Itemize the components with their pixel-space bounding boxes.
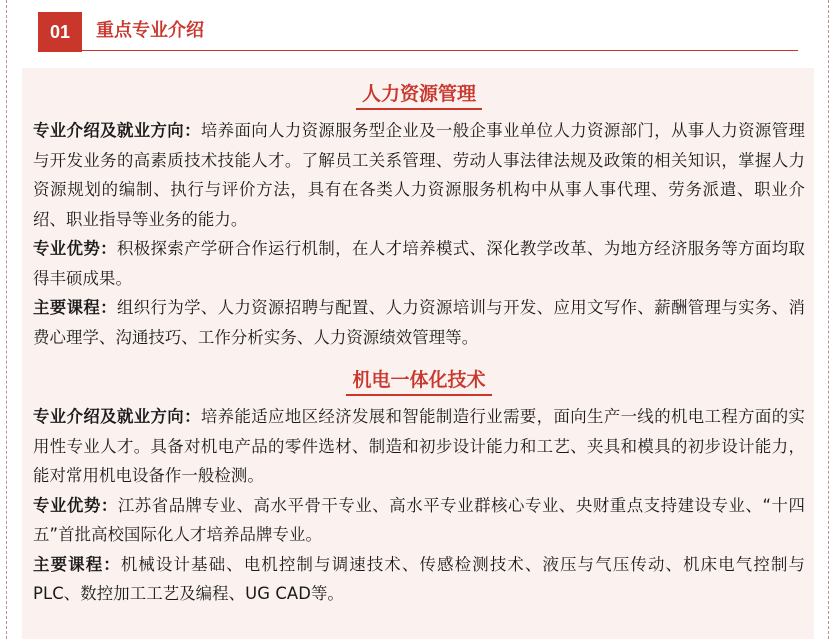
major-courses-paragraph [33,293,805,352]
major-advantage-paragraph [33,234,805,293]
major-advantage-paragraph [33,491,805,550]
section-number-badge: 01 [38,12,82,52]
spacer [33,352,805,362]
courses-text: 组织行为学、人力资源招聘与配置、人力资源培训与开发、应用文写作、薪酬管理与实务、消费心理学、沟通技巧、工作分析实务、人力资源绩效管理等。 [33,298,805,347]
major-intro-paragraph [33,116,805,234]
courses-label: 主要课程： [33,298,117,317]
intro-label: 专业介绍及就业方向： [33,121,201,140]
intro-label: 专业介绍及就业方向： [33,407,201,426]
advantage-text: 江苏省品牌专业、高水平骨干专业、高水平专业群核心专业、央财重点支持建设专业、“十四五”首批高校国际化人才培养品牌专业。 [33,495,806,544]
major-heading-wrap [33,362,805,402]
advantage-label: 专业优势： [33,495,118,515]
left-dashed-border [6,0,7,639]
section-header [38,12,798,52]
major-title-mechatronics: 机电一体化技术 [346,366,491,396]
courses-text: 机械设计基础、电机控制与调速技术、传感检测技术、液压与气压传动、机床电气控制与PLC、数控加工工艺及编程、UG CAD等。 [33,554,806,603]
intro-text: 培养能适应地区经济发展和智能制造行业需要，面向生产一线的机电工程方面的实用性专业人才。具备对机电产品的零件选材、制造和初步设计能力和工艺、夹具和模具的初步设计能力，能对常用机电设备作一般检测。 [33,407,805,485]
courses-label: 主要课程： [33,554,121,574]
section-title: 重点专业介绍 [96,20,204,41]
advantage-label: 专业优势： [33,239,117,258]
major-heading-wrap [33,76,805,116]
right-dashed-border [828,0,829,639]
major-courses-paragraph [33,550,805,609]
major-intro-paragraph [33,402,805,491]
major-title-hr: 人力资源管理 [356,80,482,110]
advantage-text: 积极探索产学研合作运行机制，在人才培养模式、深化教学改革、为地方经济服务等方面均取得丰硕成果。 [33,239,805,288]
intro-text: 培养面向人力资源服务型企业及一般企事业单位人力资源部门，从事人力资源管理与开发业务的高素质技术技能人才。了解员工关系管理、劳动人事法律法规及政策的相关知识，掌握人力资源规划的编制、执行与评价方法，具有在各类人力资源服务机构中从事人事代理、劳务派遣、职业介绍、职业指导等业务的能力。 [33,121,805,229]
majors-content [33,76,805,609]
header-divider [82,50,798,51]
